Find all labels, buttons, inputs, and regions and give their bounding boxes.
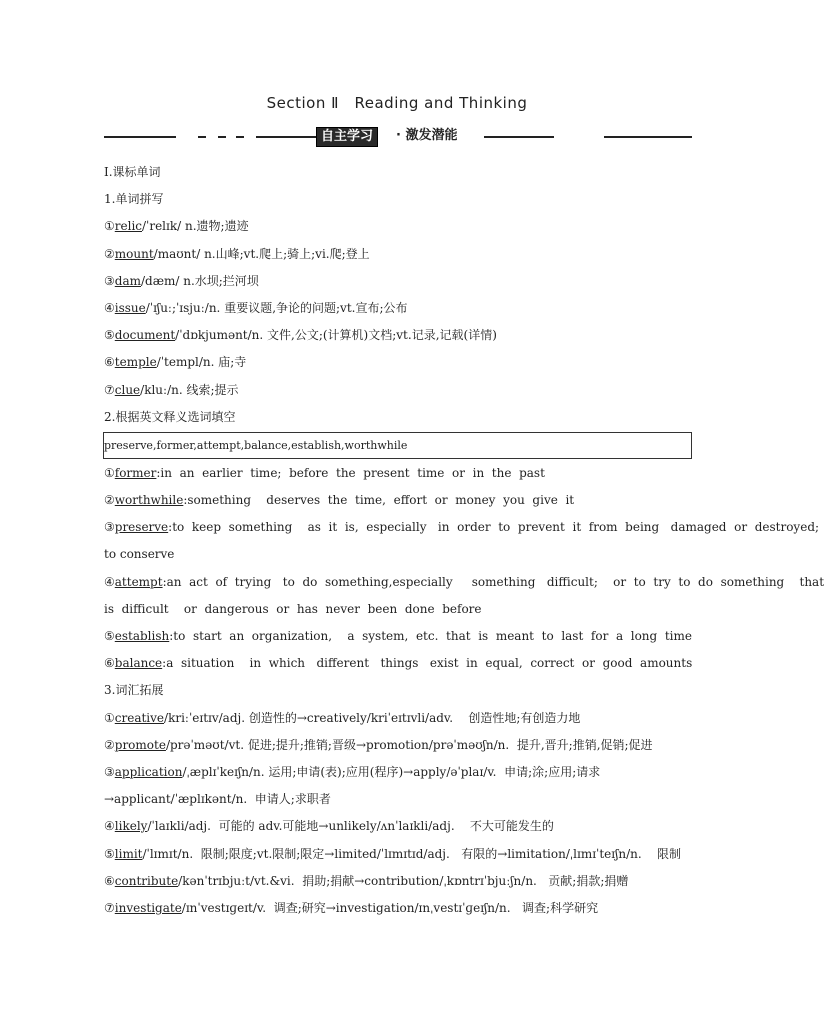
item-number: ④ xyxy=(104,819,115,834)
answer-word: mount xyxy=(114,246,154,261)
item-definition: /ɪnˈvestɪɡeɪt/v. 调查;研究→investigation/ɪnˌvestɪˈɡeɪʃn/n. 调查;科学研究 xyxy=(181,900,599,915)
item-number: ⑤ xyxy=(104,328,115,343)
item-number: ② xyxy=(104,737,115,752)
section-banner xyxy=(104,126,692,148)
answer-word: worthwhile xyxy=(114,493,184,508)
item-number: ③ xyxy=(104,764,115,779)
banner-rule xyxy=(256,136,316,138)
word-bank-box: preserve,former,attempt,balance,establish,worthwhile xyxy=(103,432,692,459)
list-item xyxy=(104,487,692,514)
banner-dash xyxy=(198,136,206,138)
list-item xyxy=(104,650,692,677)
item-definition: /maʊnt/ n.山峰;vt.爬上;骑上;vi.爬;登上 xyxy=(153,246,370,261)
list-item xyxy=(104,460,692,487)
answer-word: relic xyxy=(114,219,142,234)
list-item xyxy=(104,841,692,868)
banner-badge: 自主学习 xyxy=(316,127,378,147)
answer-word: establish xyxy=(114,629,170,643)
item-number: ③ xyxy=(104,273,115,288)
item-number: ② xyxy=(104,246,115,261)
answer-word: investigate xyxy=(114,900,182,915)
banner-subtitle: · 激发潜能 xyxy=(396,128,458,143)
list-item xyxy=(104,349,692,376)
item-number: ① xyxy=(104,219,115,234)
item-definition: /ˈɪʃuː;ˈɪsjuː/n. 重要议题,争论的问题;vt.宣布;公布 xyxy=(145,300,408,315)
answer-word: application xyxy=(114,764,183,779)
answer-word: attempt xyxy=(114,574,163,589)
item-definition: /kənˈtrɪbjuːt/vt.&vi. 捐助;捐献→contribution/ˌkɒntrɪˈbjuːʃn/n. 贡献;捐款;捐赠 xyxy=(178,873,629,888)
item-number: ① xyxy=(104,465,115,480)
list-item xyxy=(104,377,692,404)
answer-word: temple xyxy=(114,355,157,370)
item-number: ⑦ xyxy=(104,900,115,915)
list-item xyxy=(104,759,692,786)
item-definition: /kriːˈeɪtɪv/adj. 创造性的→creatively/kriˈeɪtɪvli/adv. 创造性地;有创造力地 xyxy=(164,710,581,725)
list-item xyxy=(104,295,692,322)
item-number: ① xyxy=(104,710,115,725)
section-heading: Ⅰ.课标单词 xyxy=(104,165,161,179)
list-item xyxy=(104,322,692,349)
answer-word: dam xyxy=(114,273,141,288)
item-definition: /ˈrelɪk/ n.遗物;遗迹 xyxy=(142,219,249,234)
item-definition: :something deserves the time, effort or money you give it xyxy=(183,493,575,508)
part3-heading: 3.词汇拓展 xyxy=(104,683,164,698)
item-number: ⑥ xyxy=(104,873,115,888)
banner-dash xyxy=(218,136,226,138)
answer-word: likely xyxy=(114,819,148,834)
item-number: ④ xyxy=(104,300,115,315)
list-item-continuation: is difficult or dangerous or has never been done before xyxy=(104,601,482,616)
list-item-continuation: →applicant/ˈæplɪkənt/n. 申请人;求职者 xyxy=(104,792,331,807)
answer-word: clue xyxy=(114,382,141,397)
answer-word: limit xyxy=(114,846,143,861)
list-item xyxy=(104,868,692,895)
answer-word: creative xyxy=(114,710,165,725)
list-item xyxy=(104,813,692,840)
item-number: ⑤ xyxy=(104,846,115,861)
item-definition: :to keep something as it is, especially in order to prevent it from being damaged or destroyed; xyxy=(168,520,820,535)
list-item xyxy=(104,895,692,922)
list-item xyxy=(104,268,692,295)
item-definition: /ˈdɒkjumənt/n. 文件,公文;(计算机)文档;vt.记录,记载(详情) xyxy=(175,328,497,343)
section-title: Section Ⅱ Reading and Thinking xyxy=(266,94,528,112)
item-definition: :an act of trying to do something,especially something difficult; or to try to do something that xyxy=(162,574,824,589)
item-number: ⑦ xyxy=(104,382,115,397)
item-number: ⑥ xyxy=(104,355,115,370)
list-item xyxy=(104,213,692,240)
banner-dash xyxy=(236,136,244,138)
item-definition: /ˈlaɪkli/adj. 可能的 adv.可能地→unlikely/ʌnˈlaɪkli/adj. 不大可能发生的 xyxy=(147,819,554,834)
banner-rule xyxy=(104,136,176,138)
item-number: ③ xyxy=(104,520,115,535)
part1-heading: 1.单词拼写 xyxy=(104,192,164,207)
answer-word: former xyxy=(114,465,157,480)
content-body xyxy=(104,159,824,922)
answer-word: document xyxy=(114,328,176,343)
item-number: ② xyxy=(104,493,115,508)
list-item xyxy=(104,569,824,596)
item-definition: /ˈtempl/n. 庙;寺 xyxy=(156,355,247,370)
banner-rule xyxy=(604,136,692,138)
list-item xyxy=(104,705,692,732)
part2-heading: 2.根据英文释义选词填空 xyxy=(104,409,236,424)
item-number: ⑥ xyxy=(104,656,115,671)
list-item-continuation: to conserve xyxy=(104,547,175,562)
item-definition: /ˌæplɪˈkeɪʃn/n. 运用;申请(表);应用(程序)→apply/əˈplaɪ/v. 申请;涂;应用;请求 xyxy=(182,764,601,779)
item-definition: :to start an organization, a system, etc. that is meant to last for a long time xyxy=(169,629,692,643)
answer-word: preserve xyxy=(114,520,169,535)
answer-word: promote xyxy=(114,737,166,752)
item-definition: /prəˈməʊt/vt. 促进;提升;推销;晋级→promotion/prəˈməʊʃn/n. 提升,晋升;推销,促销;促进 xyxy=(165,737,653,752)
list-item xyxy=(104,623,692,650)
item-definition: :a situation in which different things exist in equal, correct or good amounts xyxy=(162,656,693,671)
answer-word: balance xyxy=(114,656,163,671)
answer-word: issue xyxy=(114,300,146,315)
banner-rule xyxy=(484,136,554,138)
list-item xyxy=(104,732,692,759)
item-definition: /dæm/ n.水坝;拦河坝 xyxy=(140,273,259,288)
item-number: ⑤ xyxy=(104,629,115,643)
list-item xyxy=(104,241,692,268)
list-item xyxy=(104,514,820,541)
item-definition: :in an earlier time; before the present time or in the past xyxy=(156,465,545,480)
item-definition: /ˈlɪmɪt/n. 限制;限度;vt.限制;限定→limited/ˈlɪmɪtɪd/adj. 有限的→limitation/ˌlɪmɪˈteɪʃn/n. 限制 xyxy=(142,846,681,861)
item-number: ④ xyxy=(104,574,115,589)
answer-word: contribute xyxy=(114,873,179,888)
item-definition: /kluː/n. 线索;提示 xyxy=(140,382,239,397)
